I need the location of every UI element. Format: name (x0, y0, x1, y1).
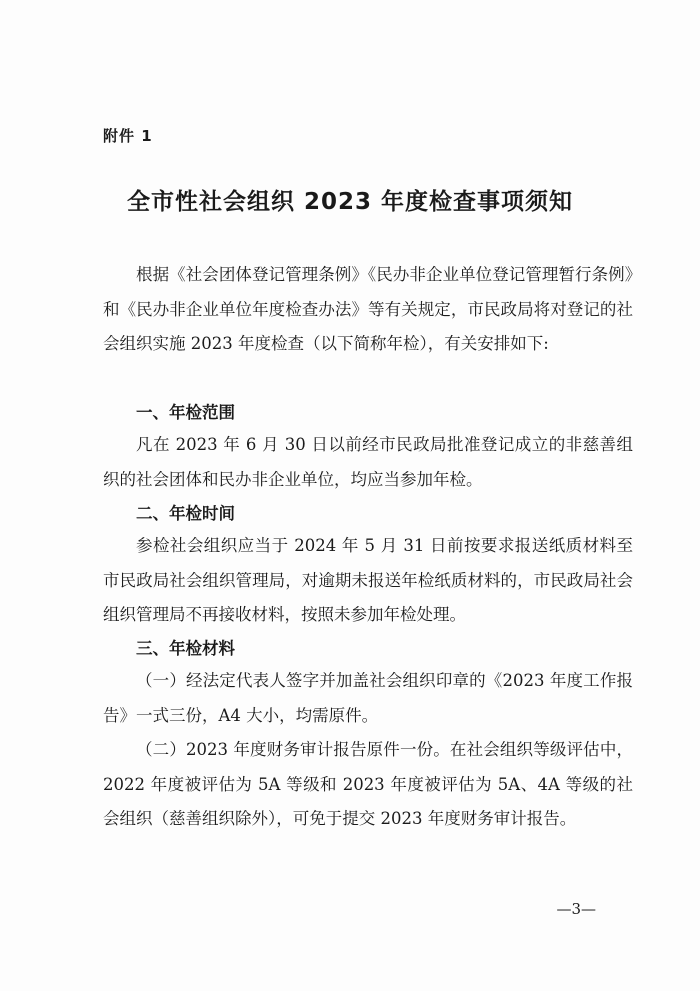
scope-paragraph: 凡在 2023 年 6 月 30 日以前经市民政局批准登记成立的非慈善组织的社会团体和民办非企业单位，均应当参加年检。 (103, 435, 633, 489)
attachment-label: 附件 1 (103, 127, 153, 145)
section-heading-materials: 三、年检材料 (136, 639, 235, 658)
materials-item-1: （一）经法定代表人签字并加盖社会组织印章的《2023 年度工作报告》一式三份，A4 大小，均需原件。 (103, 671, 633, 725)
document-title: 全市性社会组织 2023 年度检查事项须知 (126, 189, 574, 215)
materials-item-2: （二）2023 年度财务审计报告原件一份。在社会组织等级评估中，2022 年度被评估为 5A 等级和 2023 年度被评估为 5A、4A 等级的社会组织（慈善组织除外），可免于提交 2023 年度财务审计报告。 (103, 740, 633, 828)
intro-paragraph: 根据《社会团体登记管理条例》《民办非企业单位登记管理暂行条例》和《民办非企业单位年度检查办法》等有关规定，市民政局将对登记的社会组织实施 2023 年度检查（以下简称年检），有关安排如下: (103, 265, 633, 353)
page-number: —3— (556, 900, 596, 918)
section-heading-scope: 一、年检范围 (136, 403, 235, 422)
section-heading-time: 二、年检时间 (136, 504, 235, 523)
time-paragraph: 参检社会组织应当于 2024 年 5 月 31 日前按要求报送纸质材料至市民政局社会组织管理局，对逾期未报送年检纸质材料的，市民政局社会组织管理局不再接收材料，按照未参加年检处理。 (103, 536, 633, 624)
